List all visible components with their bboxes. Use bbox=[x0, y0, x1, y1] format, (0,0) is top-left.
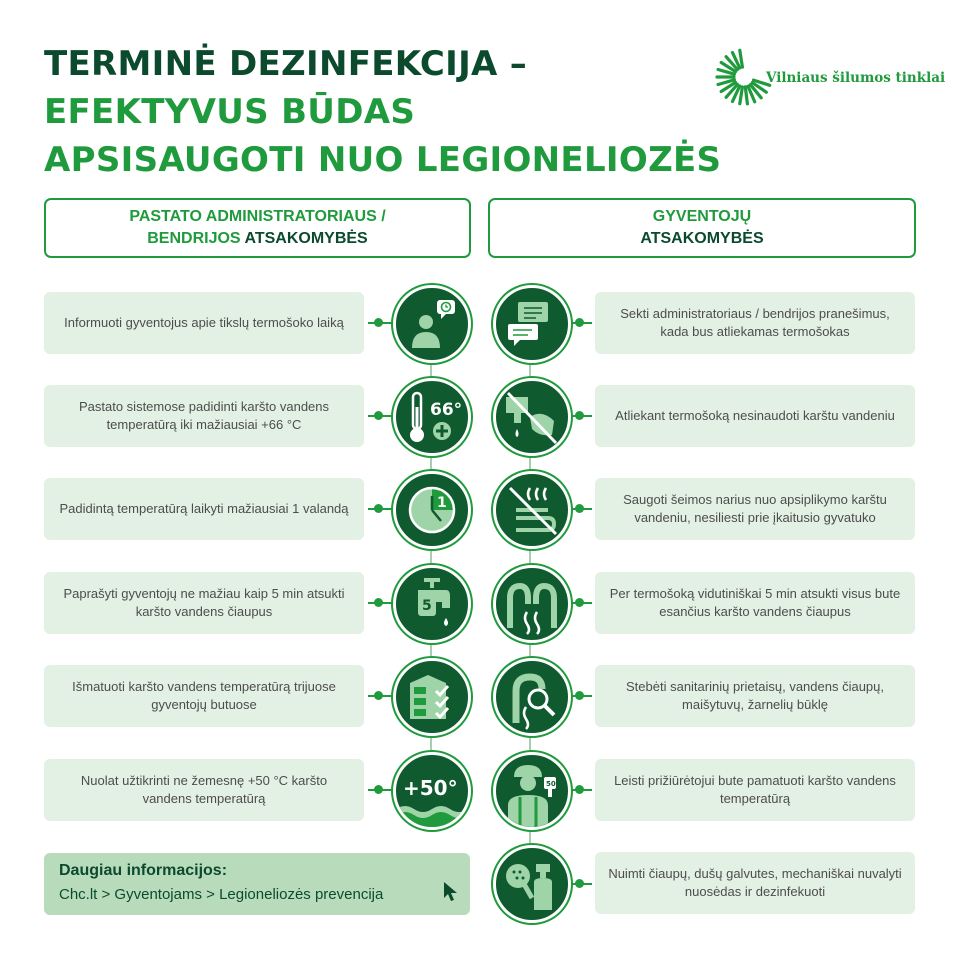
column-header-administrator bbox=[44, 198, 471, 258]
right-dot-6 bbox=[575, 785, 584, 794]
title-line-1: TERMINĖ DEZINFEKCIJA – bbox=[44, 44, 528, 84]
page-title bbox=[44, 40, 721, 184]
right-item-4: Per termošoką vidutiniškai 5 min atsukti visus bute esančius karšto vandens čiaupus bbox=[595, 572, 915, 634]
no-hand-washing-icon bbox=[493, 378, 571, 456]
thermometer-66-label: 66° bbox=[430, 400, 463, 420]
building-checklist-icon bbox=[393, 658, 471, 736]
left-dot-6 bbox=[374, 785, 383, 794]
left-item-5: Išmatuoti karšto vandens temperatūrą trijuose gyventojų butuose bbox=[44, 665, 364, 727]
right-item-7: Nuimti čiaupų, dušų galvutes, mechaniškai nuvalyti nuosėdas ir dezinfekuoti bbox=[595, 852, 915, 914]
right-dot-4 bbox=[575, 598, 584, 607]
column-header-left-green: BENDRIJOS bbox=[147, 230, 241, 247]
title-line-3: APSISAUGOTI NUO LEGIONELIOZĖS bbox=[44, 140, 722, 180]
title-line-2: EFEKTYVUS BŪDAS bbox=[44, 92, 416, 132]
left-dot-1 bbox=[374, 318, 383, 327]
logo-sunburst-icon bbox=[714, 44, 774, 114]
column-header-right-line1: GYVENTOJŲ bbox=[652, 208, 752, 225]
technician-thermometer-label: 50 bbox=[546, 780, 556, 788]
right-item-1: Sekti administratoriaus / bendrijos pranešimus, kada bus atliekamas termošokas bbox=[595, 292, 915, 354]
right-dot-7 bbox=[575, 879, 584, 888]
left-item-3: Padidintą temperatūrą laikyti mažiausiai 1 valandą bbox=[44, 478, 364, 540]
left-dot-5 bbox=[374, 691, 383, 700]
column-header-left-line1: PASTATO ADMINISTRATORIAUS / bbox=[129, 208, 386, 225]
left-dot-4 bbox=[374, 598, 383, 607]
right-item-2: Atliekant termošoką nesinaudoti karštu vandeniu bbox=[595, 385, 915, 447]
column-header-right-line2: ATSAKOMYBĖS bbox=[640, 230, 764, 247]
clock-1-hour-icon bbox=[393, 471, 471, 549]
logo-text: Vilniaus šilumos tinklai bbox=[766, 70, 946, 86]
right-item-6: Leisti prižiūrėtojui bute pamatuoti karšto vandens temperatūrą bbox=[595, 759, 915, 821]
more-info-link[interactable]: Chc.lt > Gyventojams > Legioneliozės prevencija bbox=[59, 886, 384, 903]
thermometer-66-icon bbox=[393, 378, 471, 456]
right-item-5: Stebėti sanitarinių prietaisų, vandens čiaupų, maišytuvų, žarnelių būklę bbox=[595, 665, 915, 727]
left-item-1: Informuoti gyventojus apie tikslų termošoko laiką bbox=[44, 292, 364, 354]
more-info-box bbox=[44, 853, 470, 915]
logo-ray bbox=[745, 87, 747, 104]
person-chat-clock-icon bbox=[393, 285, 471, 363]
plus-50-label: +50° bbox=[403, 776, 458, 800]
left-dot-2 bbox=[374, 411, 383, 420]
right-item-3: Saugoti šeimos narius nuo apsiplikymo karštu vandeniu, nesiliesti prie įkaitusio gyvatuko bbox=[595, 478, 915, 540]
column-header-left-line2 bbox=[147, 228, 367, 250]
right-dot-5 bbox=[575, 691, 584, 700]
chat-bubbles-icon bbox=[493, 285, 571, 363]
open-taps-steam-icon bbox=[493, 565, 571, 643]
logo bbox=[714, 44, 946, 114]
plus-50-water-icon bbox=[393, 752, 471, 830]
no-towel-dryer-icon bbox=[493, 471, 571, 549]
left-item-2: Pastato sistemose padidinti karšto vandens temperatūrą iki mažiausiai +66 °C bbox=[44, 385, 364, 447]
left-item-4: Paprašyti gyventojų ne mažiau kaip 5 min atsukti karšto vandens čiaupus bbox=[44, 572, 364, 634]
right-dot-2 bbox=[575, 411, 584, 420]
faucet-5-icon bbox=[393, 565, 471, 643]
column-header-left-dark: ATSAKOMYBĖS bbox=[240, 230, 368, 247]
right-dot-1 bbox=[575, 318, 584, 327]
logo-ray bbox=[740, 50, 743, 67]
left-item-6: Nuolat užtikrinti ne žemesnę +50 °C karšto vandens temperatūrą bbox=[44, 759, 364, 821]
cursor-arrow-icon bbox=[442, 881, 462, 903]
left-dot-3 bbox=[374, 504, 383, 513]
faucet-5-label: 5 bbox=[422, 598, 432, 614]
more-info-title: Daugiau informacijos: bbox=[59, 862, 228, 879]
logo-ray bbox=[740, 87, 743, 104]
technician-icon bbox=[493, 752, 571, 830]
shower-spray-bottle-icon bbox=[493, 845, 571, 923]
column-header-residents bbox=[488, 198, 916, 258]
right-dot-3 bbox=[575, 504, 584, 513]
clock-1-label: 1 bbox=[437, 495, 447, 511]
inspect-pipes-icon bbox=[493, 658, 571, 736]
